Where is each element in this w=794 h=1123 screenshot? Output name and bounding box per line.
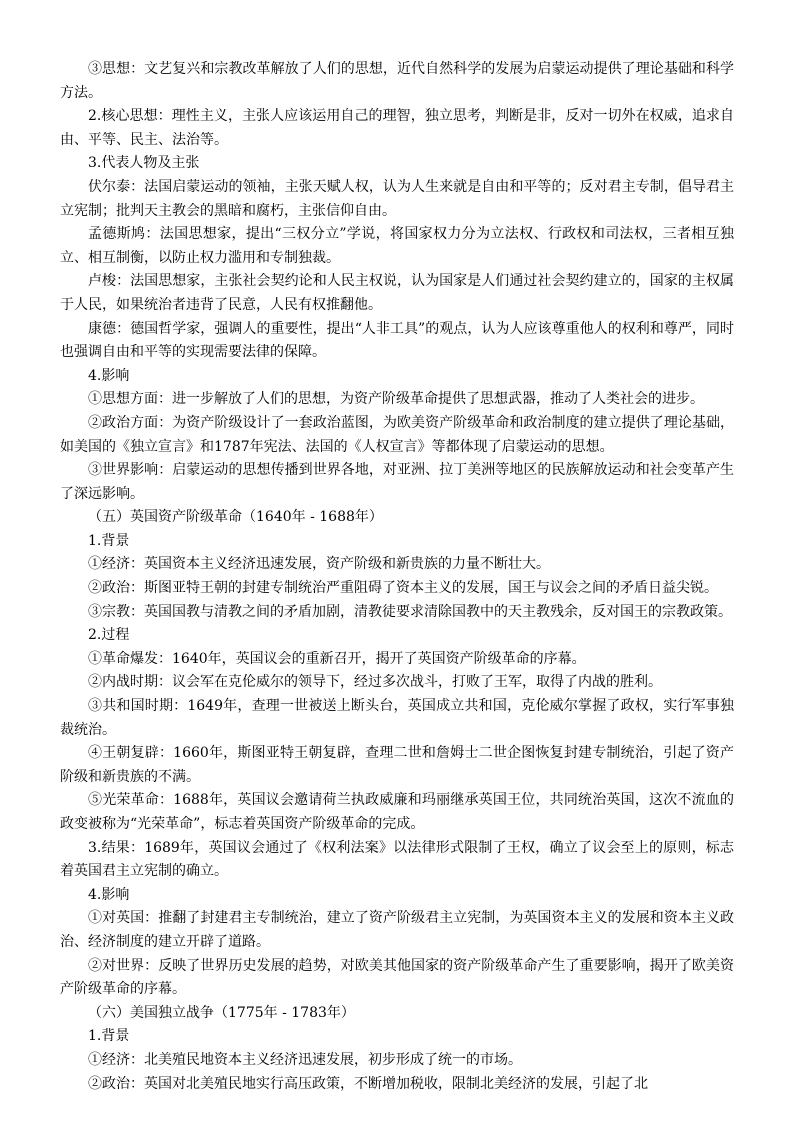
paragraph: ⑤光荣革命：1688年，英国议会邀请荷兰执政威廉和玛丽继承英国王位，共同统治英国，这次不流血的政变被称为“光荣革命”，标志着英国资产阶级革命的完成。 bbox=[60, 792, 734, 832]
paragraph: ④王朝复辟：1660年，斯图亚特王朝复辟，查理二世和詹姆士二世企图恢复封建专制统治，引起了资产阶级和新贵族的不满。 bbox=[60, 745, 734, 785]
section-heading: 1.背景 bbox=[88, 532, 130, 549]
chapter-heading: （五）英国资产阶级革命（1640年 - 1688年） bbox=[88, 509, 383, 526]
paragraph: ①经济：英国资本主义经济迅速发展，资产阶级和新贵族的力量不断壮大。 bbox=[88, 556, 550, 573]
paragraph: ③思想：文艺复兴和宗教改革解放了人们的思想，近代自然科学的发展为启蒙运动提供了理论基础和科学方法。 bbox=[60, 61, 734, 101]
paragraph: ③宗教：英国国教与清教之间的矛盾加剧，清教徒要求清除国教中的天主教残余，反对国王的宗教政策。 bbox=[88, 603, 732, 620]
document-page bbox=[60, 58, 734, 1096]
paragraph: ②政治：斯图亚特王朝的封建专制统治严重阻碍了资本主义的发展，国王与议会之间的矛盾日益尖锐。 bbox=[88, 580, 718, 597]
section-heading: 4.影响 bbox=[88, 886, 130, 903]
paragraph: ③世界影响：启蒙运动的思想传播到世界各地，对亚洲、拉丁美洲等地区的民族解放运动和社会变革产生了深远影响。 bbox=[60, 462, 734, 502]
paragraph: ②政治方面：为资产阶级设计了一套政治蓝图，为欧美资产阶级革命和政治制度的建立提供了理论基础，如美国的《独立宣言》和1787年宪法、法国的《人权宣言》等都体现了启蒙运动的思想。 bbox=[60, 414, 734, 455]
paragraph: 孟德斯鸠：法国思想家，提出“三权分立”学说，将国家权力分为立法权、行政权和司法权，三者相互独立、相互制衡，以防止权力滥用和专制独裁。 bbox=[60, 226, 734, 266]
paragraph: ②政治：英国对北美殖民地实行高压政策，不断增加税收，限制北美经济的发展，引起了北 bbox=[88, 1075, 648, 1092]
paragraph: ①革命爆发：1640年，英国议会的重新召开，揭开了英国资产阶级革命的序幕。 bbox=[88, 650, 586, 667]
paragraph: 2.核心思想：理性主义，主张人应该运用自己的理智，独立思考，判断是非，反对一切外在权威，追求自由、平等、民主、法治等。 bbox=[60, 108, 734, 148]
paragraph: 卢梭：法国思想家，主张社会契约论和人民主权说，认为国家是人们通过社会契约建立的，国家的主权属于人民，如果统治者违背了民意，人民有权推翻他。 bbox=[60, 273, 734, 313]
paragraph: ②内战时期：议会军在克伦威尔的领导下，经过多次战斗，打败了王军，取得了内战的胜利。 bbox=[88, 674, 662, 691]
paragraph: ①经济：北美殖民地资本主义经济迅速发展，初步形成了统一的市场。 bbox=[88, 1051, 522, 1068]
paragraph: ③共和国时期：1649年，查理一世被送上断头台，英国成立共和国，克伦威尔掌握了政权，实行军事独裁统治。 bbox=[60, 698, 734, 738]
chapter-heading: （六）美国独立战争（1775年 - 1783年） bbox=[88, 1004, 355, 1021]
paragraph: 伏尔泰：法国启蒙运动的领袖，主张天赋人权，认为人生来就是自由和平等的；反对君主专制，倡导君主立宪制；批判天主教会的黑暗和腐朽，主张信仰自由。 bbox=[60, 178, 734, 219]
paragraph: 3.结果：1689年，英国议会通过了《权利法案》以法律形式限制了王权，确立了议会至上的原则，标志着英国君主立宪制的确立。 bbox=[60, 839, 734, 880]
paragraph: 康德：德国哲学家，强调人的重要性，提出“人非工具”的观点，认为人应该尊重他人的权利和尊严，同时也强调自由和平等的实现需要法律的保障。 bbox=[60, 320, 734, 361]
section-heading: 3.代表人物及主张 bbox=[88, 155, 200, 172]
section-heading: 4.影响 bbox=[88, 367, 130, 384]
section-heading: 1.背景 bbox=[88, 1028, 130, 1045]
paragraph: ①思想方面：进一步解放了人们的思想，为资产阶级革命提供了思想武器，推动了人类社会的进步。 bbox=[88, 391, 704, 408]
section-heading: 2.过程 bbox=[88, 627, 130, 644]
paragraph: ②对世界：反映了世界历史发展的趋势，对欧美其他国家的资产阶级革命产生了重要影响，揭开了欧美资产阶级革命的序幕。 bbox=[60, 957, 734, 998]
paragraph: ①对英国：推翻了封建君主专制统治，建立了资产阶级君主立宪制，为英国资本主义的发展和资本主义政治、经济制度的建立开辟了道路。 bbox=[60, 910, 734, 950]
